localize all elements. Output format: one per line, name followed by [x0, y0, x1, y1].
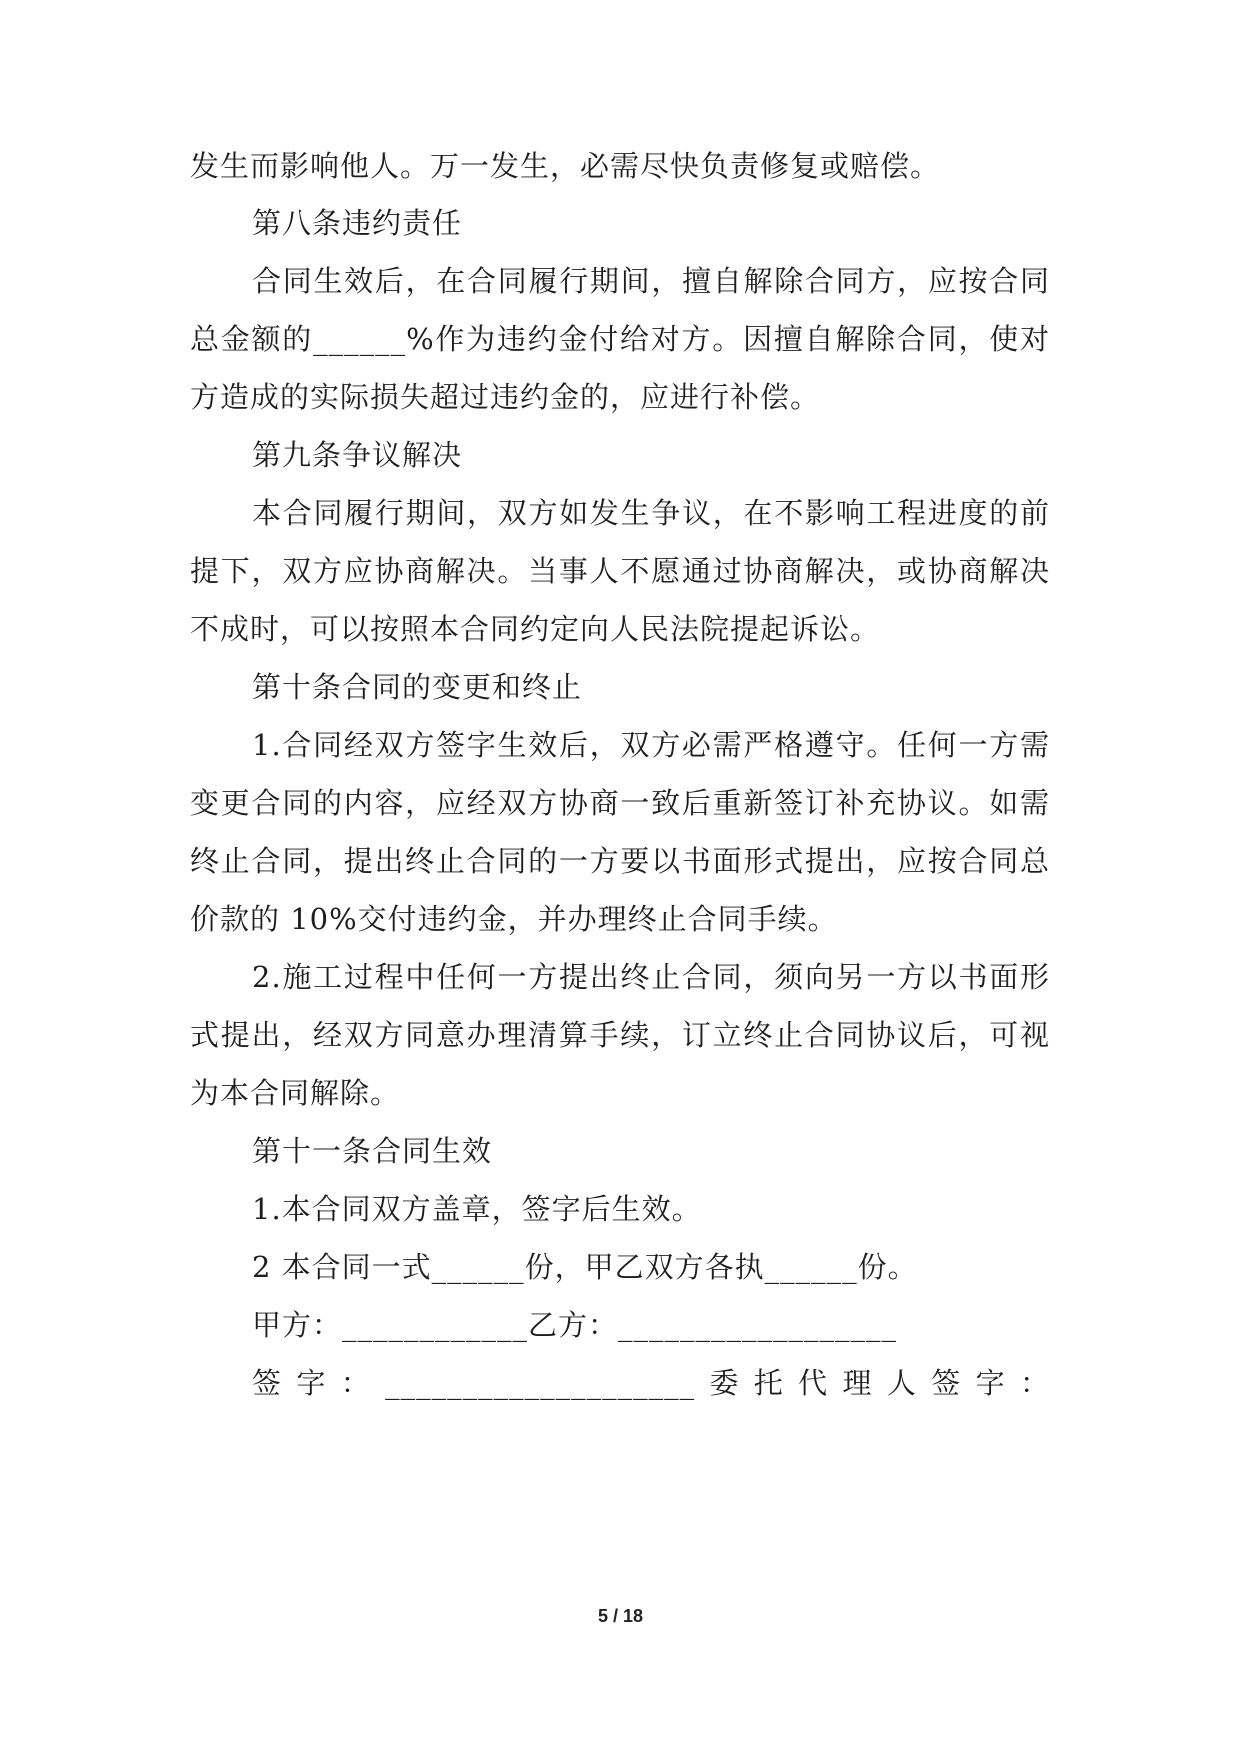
- section-heading: 第八条违约责任: [252, 206, 463, 240]
- section-heading: 第九条争议解决: [252, 438, 463, 472]
- signature-line: 签字：____________________委托代理人签字：: [252, 1366, 1050, 1400]
- paragraph-line: 变更合同的内容，应经双方协商一致后重新签订补充协议。如需: [190, 786, 1050, 820]
- paragraph-line: 1.本合同双方盖章，签字后生效。: [252, 1192, 702, 1226]
- paragraph-line: 2.施工过程中任何一方提出终止合同，须向另一方以书面形: [252, 960, 1050, 994]
- page-number: 5 / 18: [597, 1606, 644, 1626]
- paragraph-line: 不成时，可以按照本合同约定向人民法院提起诉讼。: [190, 612, 881, 646]
- paragraph-line: 发生而影响他人。万一发生，必需尽快负责修复或赔偿。: [190, 149, 941, 183]
- paragraph-line: 总金额的______%作为违约金付给对方。因擅自解除合同，使对: [190, 322, 1050, 356]
- paragraph-line: 为本合同解除。: [190, 1076, 401, 1110]
- paragraph-line: 2 本合同一式______份，甲乙双方各执______份。: [252, 1250, 918, 1284]
- paragraph-line: 提下，双方应协商解决。当事人不愿通过协商解决，或协商解决: [190, 554, 1050, 588]
- section-heading: 第十一条合同生效: [252, 1134, 493, 1168]
- paragraph-line: 本合同履行期间，双方如发生争议，在不影响工程进度的前: [252, 496, 1050, 530]
- paragraph-line: 方造成的实际损失超过违约金的，应进行补偿。: [190, 380, 821, 414]
- paragraph-line: 终止合同，提出终止合同的一方要以书面形式提出，应按合同总: [190, 844, 1050, 878]
- paragraph-line: 价款的 10%交付违约金，并办理终止合同手续。: [190, 902, 838, 936]
- paragraph-line: 合同生效后，在合同履行期间，擅自解除合同方，应按合同: [252, 264, 1050, 298]
- section-heading: 第十条合同的变更和终止: [252, 670, 583, 704]
- paragraph-line: 式提出，经双方同意办理清算手续，订立终止合同协议后，可视: [190, 1018, 1050, 1052]
- signature-parties-line: 甲方：____________乙方：__________________: [252, 1308, 898, 1342]
- paragraph-line: 1.合同经双方签字生效后，双方必需严格遵守。任何一方需: [252, 728, 1050, 762]
